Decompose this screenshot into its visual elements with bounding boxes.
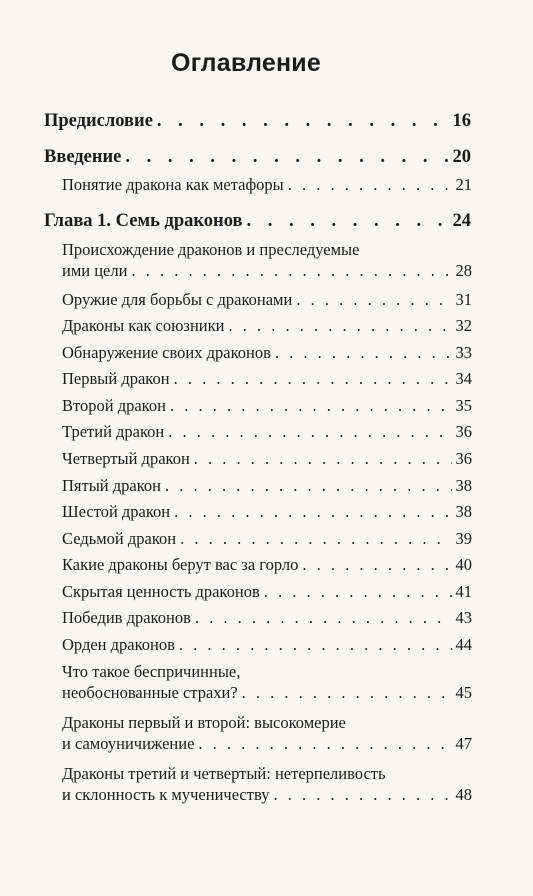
dot-leader — [195, 608, 452, 628]
dot-leader — [228, 316, 451, 336]
toc-entry-line-1[interactable] — [62, 662, 472, 682]
toc-page-number: 21 — [455, 175, 472, 194]
toc-entry[interactable] — [62, 785, 472, 805]
toc-entry[interactable] — [62, 734, 472, 754]
toc-entry-title: Победив драконов — [62, 608, 191, 627]
toc-entry-title: Введение — [44, 147, 122, 167]
dot-leader — [125, 147, 448, 168]
toc-page-number: 32 — [455, 316, 472, 335]
toc-entry-title: Второй дракон — [62, 396, 166, 415]
toc-page-number: 38 — [455, 476, 472, 495]
toc-entry[interactable] — [62, 683, 472, 703]
toc-page-number: 40 — [455, 555, 472, 574]
toc-entry[interactable] — [62, 635, 472, 655]
toc-page-number: 36 — [455, 449, 472, 468]
toc-entry-title: Первый дракон — [62, 369, 170, 388]
dot-leader — [174, 369, 452, 389]
dot-leader — [180, 529, 451, 549]
toc-entry[interactable] — [62, 422, 472, 442]
toc-entry-title: и самоуничижение — [62, 734, 195, 753]
toc-entry-line-1[interactable] — [62, 240, 472, 260]
page-title: Оглавление — [171, 49, 321, 77]
toc-entry-title: и склонность к мученичеству — [62, 785, 270, 804]
toc-entry-title: Четвертый дракон — [62, 449, 190, 468]
toc-page-number: 31 — [455, 290, 472, 309]
dot-leader — [273, 785, 451, 805]
dot-leader — [170, 396, 452, 416]
toc-entry-title: Шестой дракон — [62, 502, 171, 521]
toc-entry-preface[interactable] — [44, 111, 471, 132]
toc-entry-title: Третий дракон — [62, 422, 165, 441]
dot-leader — [198, 734, 451, 754]
toc-page-number: 33 — [455, 343, 472, 362]
toc-entry[interactable] — [62, 369, 472, 389]
toc-entry-title: Обнаружение своих драконов — [62, 343, 271, 362]
toc-entry-title: Драконы первый и второй: высокомерие — [62, 713, 346, 732]
toc-page-number: 43 — [455, 608, 472, 627]
toc-entry[interactable] — [62, 343, 472, 363]
toc-page-number: 36 — [455, 422, 472, 441]
toc-page-number: 44 — [455, 635, 472, 654]
dot-leader — [179, 635, 452, 655]
dot-leader — [296, 290, 451, 310]
toc-entry-title: необоснованные страхи? — [62, 683, 238, 702]
toc-entry-title: Какие драконы берут вас за горло — [62, 555, 299, 574]
toc-page-number: 38 — [455, 502, 472, 521]
toc-entry[interactable] — [62, 449, 472, 469]
toc-entry[interactable] — [62, 555, 472, 575]
toc-entry-title: Происхождение драконов и преследуемые — [62, 240, 360, 259]
toc-entry-line-1[interactable] — [62, 764, 472, 784]
toc-entry-introduction[interactable] — [44, 147, 471, 168]
toc-page-number: 34 — [455, 369, 472, 388]
toc-entry[interactable] — [62, 529, 472, 549]
toc-entry-title: Драконы третий и четвертый: нетерпеливость — [62, 764, 386, 783]
dot-leader — [174, 502, 451, 522]
toc-entry-title: Глава 1. Семь драконов — [44, 211, 243, 231]
dot-leader — [264, 582, 452, 602]
toc-entry-title: Орден драконов — [62, 635, 175, 654]
dot-leader — [131, 261, 451, 281]
toc-entry[interactable] — [62, 476, 472, 496]
toc-entry[interactable] — [62, 608, 472, 628]
dot-leader — [275, 343, 452, 363]
toc-entry[interactable] — [62, 175, 472, 195]
dot-leader — [168, 422, 451, 442]
toc-entry-title: Седьмой дракон — [62, 529, 177, 548]
toc-entry-title: Понятие дракона как метафоры — [62, 175, 284, 194]
toc-entry[interactable] — [62, 582, 472, 602]
toc-entry[interactable] — [62, 290, 472, 310]
toc-entry-title: Пятый дракон — [62, 476, 161, 495]
dot-leader — [242, 683, 452, 703]
toc-page-number: 28 — [455, 261, 472, 280]
toc-entry[interactable] — [62, 502, 472, 522]
toc-entry-line-1[interactable] — [62, 713, 472, 733]
toc-page-number: 35 — [455, 396, 472, 415]
toc-page-number: 48 — [455, 785, 472, 804]
toc-entry-title: Скрытая ценность драконов — [62, 582, 260, 601]
toc-entry-chapter-1[interactable] — [44, 211, 471, 232]
toc-entry[interactable] — [62, 316, 472, 336]
toc-entry-title: Предисловие — [44, 111, 153, 131]
toc-page-number: 16 — [452, 111, 471, 131]
toc-entry-title: Оружие для борьбы с драконами — [62, 290, 293, 309]
dot-leader — [302, 555, 451, 575]
toc-entry[interactable] — [62, 261, 472, 281]
toc-entry-title: Драконы как союзники — [62, 316, 225, 335]
toc-entry-title: ими цели — [62, 261, 128, 280]
toc-page-number: 39 — [455, 529, 472, 548]
dot-leader — [165, 476, 452, 496]
dot-leader — [194, 449, 452, 469]
dot-leader — [288, 175, 452, 195]
toc-page-number: 47 — [455, 734, 472, 753]
toc-page-number: 41 — [455, 582, 472, 601]
toc-page-number: 20 — [452, 147, 471, 167]
dot-leader — [247, 211, 449, 232]
dot-leader — [157, 111, 449, 132]
toc-entry-title: Что такое беспричинные, — [62, 662, 241, 681]
toc-page-number: 45 — [455, 683, 472, 702]
toc-page-number: 24 — [452, 211, 471, 231]
toc-entry[interactable] — [62, 396, 472, 416]
